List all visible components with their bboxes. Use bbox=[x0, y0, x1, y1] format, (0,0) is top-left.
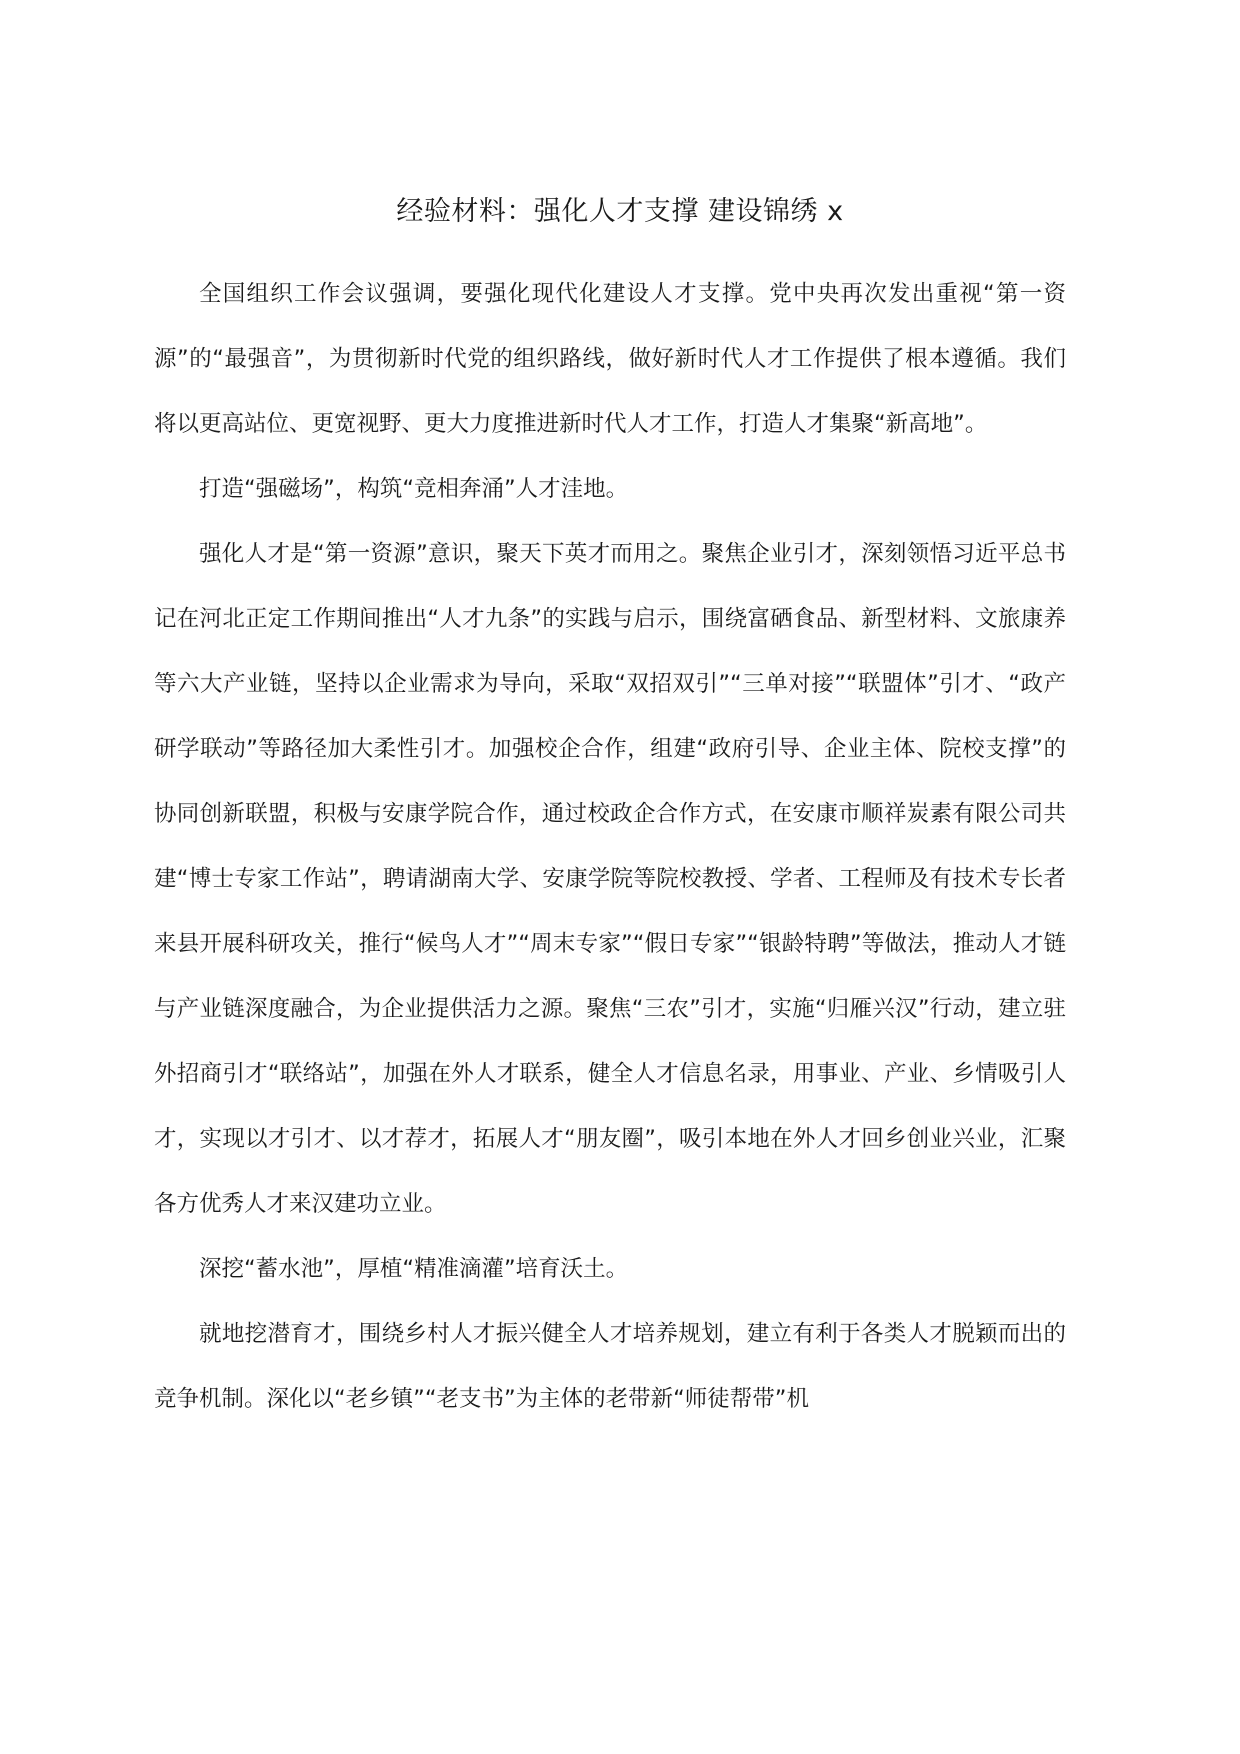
paragraph-intro: 全国组织工作会议强调，要强化现代化建设人才支撑。党中央再次发出重视“第一资源”的“最强音”，为贯彻新时代党的组织路线，做好新时代人才工作提供了根本遵循。我们将以更高站位、更宽视野、更大力度推进新时代人才工作，打造人才集聚“新高地”。 bbox=[154, 281, 1066, 437]
section-heading-magnetic-field: 打造“强磁场”，构筑“竞相奔涌”人才洼地。 bbox=[199, 476, 629, 502]
paragraph-talent-attraction: 强化人才是“第一资源”意识，聚天下英才而用之。聚焦企业引才，深刻领悟习近平总书记在河北正定工作期间推出“人才九条”的实践与启示，围绕富硒食品、新型材料、文旅康养等六大产业链，坚持以企业需求为导向，采取“双招双引”“三单对接”“联盟体”引才、“政产研学联动”等路径加大柔性引才。加强校企合作，组建“政府引导、企业主体、院校支撑”的协同创新联盟，积极与安康学院合作，通过校政企合作方式，在安康市顺祥炭素有限公司共建“博士专家工作站”，聘请湖南大学、安康学院等院校教授、学者、工程师及有技术专长者来县开展科研攻关，推行“候鸟人才”“周末专家”“假日专家”“银龄特聘”等做法，推动人才链与产业链深度融合，为企业提供活力之源。聚焦“三农”引才，实施“归雁兴汉”行动，建立驻外招商引才“联络站”，加强在外人才联系，健全人才信息名录，用事业、产业、乡情吸引人才，实现以才引才、以才荐才，拓展人才“朋友圈”，吸引本地在外人才回乡创业兴业，汇聚各方优秀人才来汉建功立业。 bbox=[154, 541, 1066, 1217]
section-heading-reservoir: 深挖“蓄水池”，厚植“精准滴灌”培育沃土。 bbox=[199, 1256, 629, 1282]
paragraph-talent-cultivation: 就地挖潜育才，围绕乡村人才振兴健全人才培养规划，建立有利于各类人才脱颖而出的竞争机制。深化以“老乡镇”“老支书”为主体的老带新“师徒帮带”机 bbox=[154, 1321, 1066, 1412]
document-title: 经验材料：强化人才支撑 建设锦绣 x bbox=[396, 196, 844, 227]
document-body bbox=[154, 262, 1066, 1432]
